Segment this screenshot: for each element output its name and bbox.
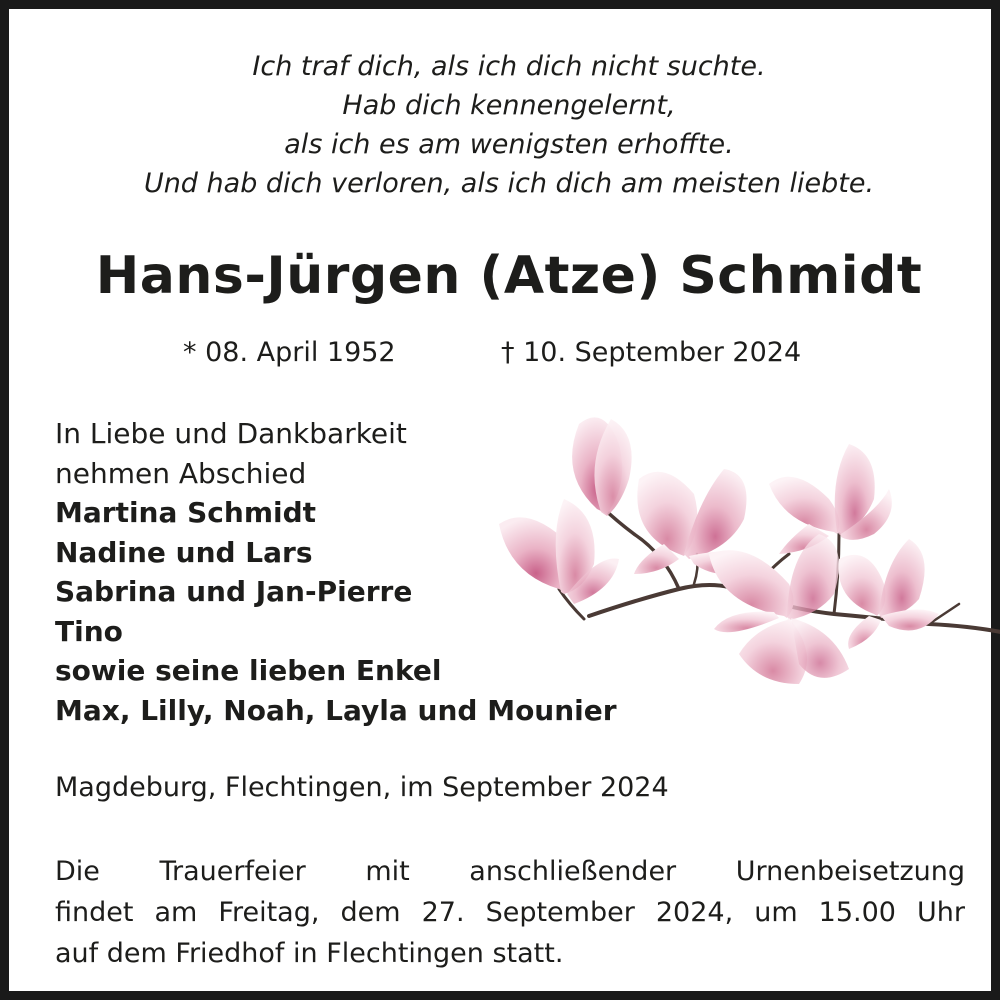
mourner-name: Nadine und Lars [55, 535, 313, 569]
mourner-name: Tino [55, 614, 123, 648]
death-date: † 10. September 2024 [501, 337, 802, 368]
place-and-date: Magdeburg, Flechtingen, im September 2024 [55, 772, 669, 803]
funeral-line: auf dem Friedhof in Flechtingen statt. [55, 938, 564, 969]
mourners-intro-line: In Liebe und Dankbarkeit [55, 417, 407, 450]
poem-line: Und hab dich verloren, als ich dich am meisten liebte. [143, 168, 875, 199]
magnolia-branch-image [489, 404, 1000, 689]
magnolia-bud [572, 417, 632, 516]
mourner-name: Sabrina und Jan-Pierre [55, 575, 413, 608]
poem-line: Ich traf dich, als ich dich nicht suchte. [252, 51, 766, 82]
mourner-name: Martina Schmidt [55, 496, 317, 529]
birth-date: * 08. April 1952 [183, 337, 396, 368]
mourners-intro-line: nehmen Abschied [55, 456, 307, 490]
magnolia-blossom [769, 444, 892, 554]
mourner-name: sowie seine lieben Enkel [55, 654, 442, 687]
magnolia-blossom [499, 499, 619, 604]
funeral-line: findet am Freitag, dem 27. September 2024, um 15.00 Uhr [55, 897, 965, 928]
funeral-notice [55, 851, 965, 974]
magnolia-blossom [709, 534, 849, 684]
mourner-name: Max, Lilly, Noah, Layla und Mounier [55, 693, 617, 727]
poem-line: als ich es am wenigsten erhoffte. [284, 129, 734, 160]
poem-line: Hab dich kennengelernt, [342, 90, 676, 121]
poem [9, 47, 1000, 203]
funeral-line: Die Trauerfeier mit anschließender Urnenbeisetzung [55, 856, 965, 887]
deceased-name: Hans-Jürgen (Atze) Schmidt [95, 246, 923, 306]
magnolia-blossom [838, 539, 939, 649]
